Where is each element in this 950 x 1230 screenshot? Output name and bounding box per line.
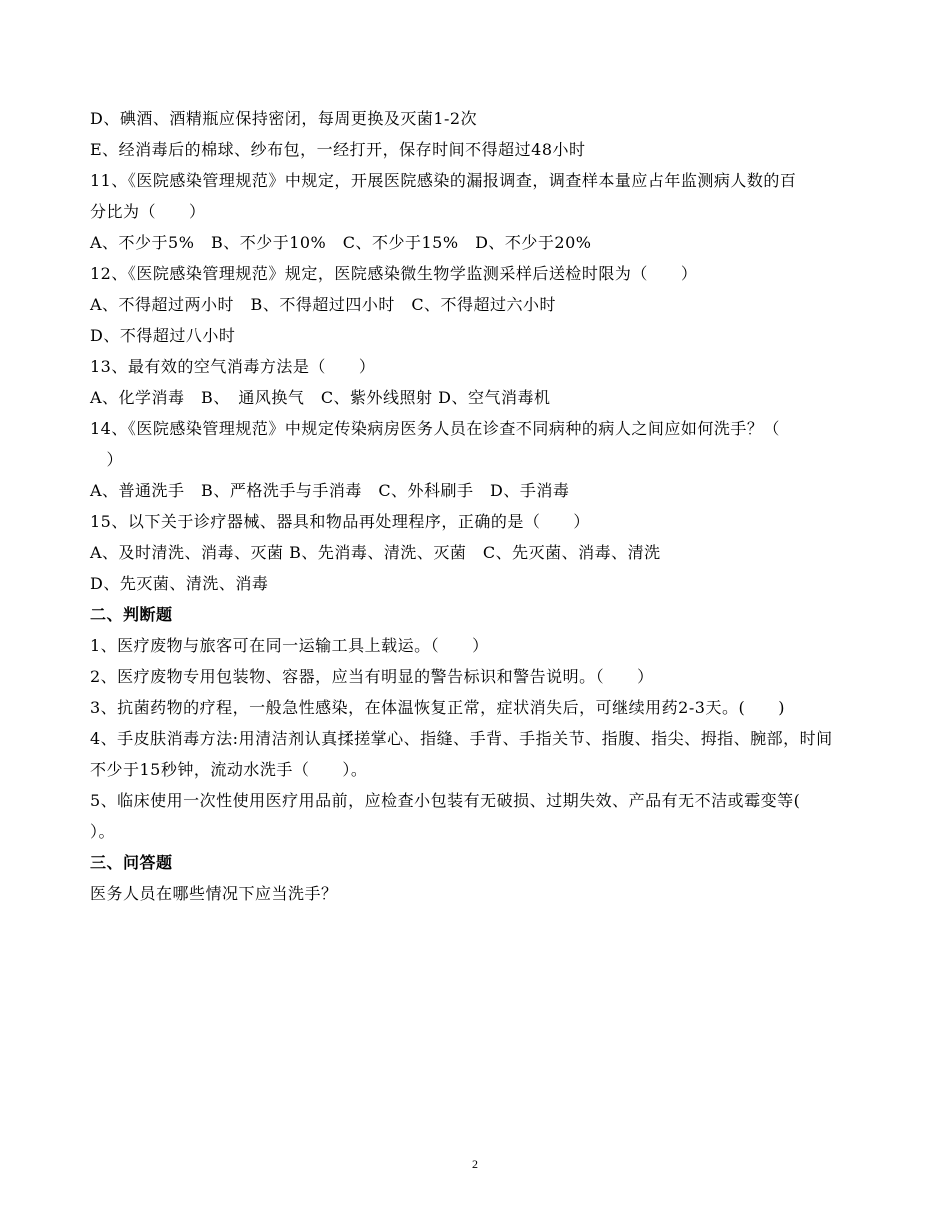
answer-options: A、不少于5% B、不少于10% C、不少于15% D、不少于20% [90, 233, 592, 252]
answer-options: A、及时清洗、消毒、灭菌 B、先消毒、清洗、灭菌 C、先灭菌、消毒、清洗 [90, 543, 661, 562]
text-line: 不少于15秒钟，流动水洗手（ ）。 [90, 760, 368, 779]
answer-options: D、不得超过八小时 [90, 326, 236, 345]
answer-options: D、先灭菌、清洗、消毒 [90, 574, 269, 593]
question-14: 14、《医院感染管理规范》中规定传染病房医务人员在诊查不同病种的病人之间应如何洗手？（ [90, 419, 780, 438]
text-line: ）。 [90, 822, 116, 841]
answer-options: A、普通洗手 B、严格洗手与手消毒 C、外科刷手 D、手消毒 [90, 481, 570, 500]
text-line: 分比为（ ） [90, 202, 206, 221]
judgment-item: 5、临床使用一次性使用医疗用品前，应检查小包装有无破损、过期失效、产品有无不洁或霉变等( [90, 791, 801, 810]
judgment-item: 1、医疗废物与旅客可在同一运输工具上载运。（ ） [90, 636, 489, 655]
text-line: D、碘酒、酒精瓶应保持密闭，每周更换及灭菌1-2次 [90, 109, 478, 128]
question-15: 15、以下关于诊疗器械、器具和物品再处理程序，正确的是（ ） [90, 512, 590, 531]
judgment-item: 2、医疗废物专用包装物、容器，应当有明显的警告标识和警告说明。（ ） [90, 667, 654, 686]
question-13: 13、最有效的空气消毒方法是（ ） [90, 357, 376, 376]
question-12: 12、《医院感染管理规范》规定，医院感染微生物学监测采样后送检时限为（ ） [90, 264, 698, 283]
text-line: E、经消毒后的棉球、纱布包，一经打开，保存时间不得超过48小时 [90, 140, 586, 159]
question-11: 11、《医院感染管理规范》中规定，开展医院感染的漏报调查，调查样本量应占年监测病人数的百 [90, 171, 797, 190]
text-line: ） [90, 450, 124, 469]
essay-question: 医务人员在哪些情况下应当洗手？ [90, 884, 338, 903]
section-heading: 三、问答题 [90, 853, 173, 872]
page-content [90, 103, 865, 909]
section-heading: 二、判断题 [90, 605, 173, 624]
answer-options: A、不得超过两小时 B、不得超过四小时 C、不得超过六小时 [90, 295, 557, 314]
judgment-item: 3、抗菌药物的疗程，一般急性感染，在体温恢复正常，症状消失后，可继续用药2-3天。( ) [90, 698, 785, 717]
page-number: 2 [472, 1157, 478, 1171]
answer-options: A、化学消毒 B、 通风换气 C、紫外线照射 D、空气消毒机 [90, 388, 551, 407]
judgment-item: 4、手皮肤消毒方法:用清洁剂认真揉搓掌心、指缝、手背、手指关节、指腹、指尖、拇指、腕部，时间 [90, 729, 833, 748]
